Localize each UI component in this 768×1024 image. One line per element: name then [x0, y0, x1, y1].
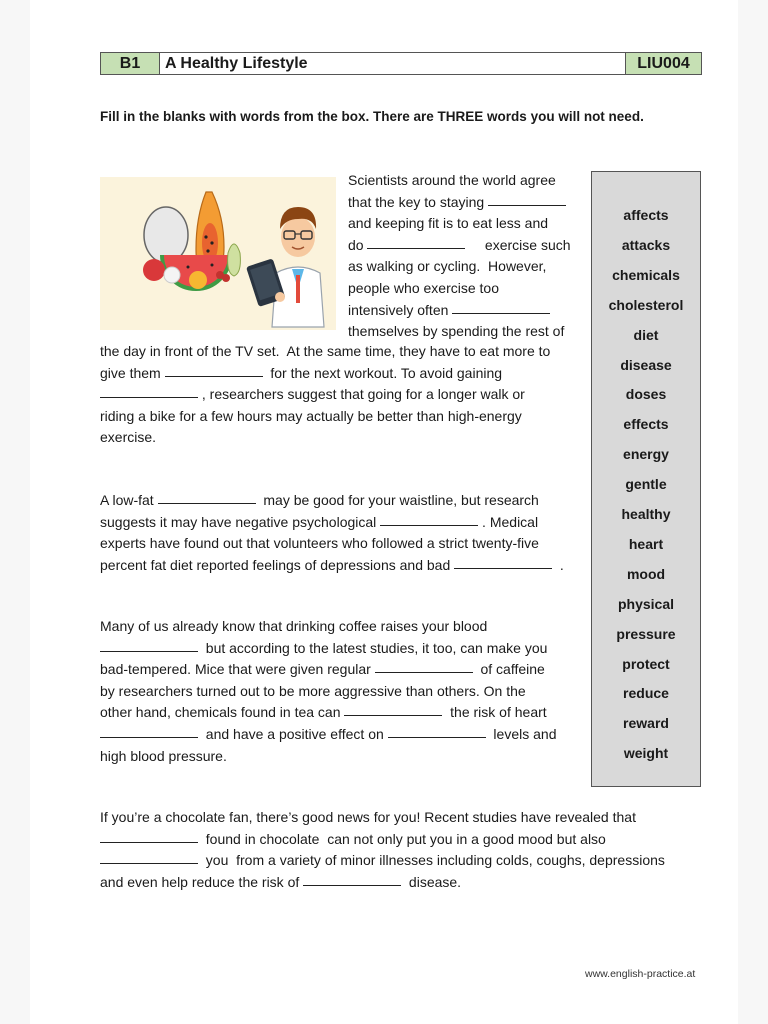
text-span: , researchers suggest that going for a longer walk or	[198, 386, 525, 403]
word-box-item: physical	[617, 595, 675, 612]
text-span: you from a variety of minor illnesses including colds, coughs, depressions	[198, 852, 665, 869]
answer-blank[interactable]	[100, 638, 198, 652]
doctor-with-tablet-icon	[246, 207, 324, 327]
text-span: people who exercise too	[348, 279, 499, 296]
text-line	[100, 384, 585, 406]
text-span: give them	[100, 364, 165, 381]
text-span: as walking or cycling. However,	[348, 258, 547, 275]
text-span: found in chocolate can not only put you in a good mood but also	[198, 830, 606, 847]
text-span: and have a positive effect on	[198, 725, 388, 742]
text-line	[348, 321, 583, 343]
text-line	[100, 829, 710, 851]
text-line	[100, 406, 585, 428]
word-box-item: doses	[625, 386, 667, 403]
level-badge: B1	[101, 53, 160, 74]
text-line	[348, 300, 583, 322]
text-span: but according to the latest studies, it too, can make you	[198, 639, 548, 656]
text-line	[348, 213, 583, 235]
text-span: themselves by spending the rest of	[348, 323, 565, 340]
text-span: intensively often	[348, 301, 453, 318]
text-span: Scientists around the world agree	[348, 172, 556, 188]
word-box-item: protect	[622, 655, 670, 672]
answer-blank[interactable]	[367, 235, 465, 249]
healthy-lifestyle-illustration	[100, 177, 336, 330]
word-box-item: weight	[623, 745, 669, 762]
word-box-item: affects	[623, 207, 669, 223]
word-box-item: healthy	[621, 506, 671, 522]
text-span: by researchers turned out to be more aggressive than others. On the	[100, 682, 526, 699]
text-span: exercise such	[465, 236, 571, 253]
answer-blank[interactable]	[100, 724, 198, 738]
text-line	[100, 659, 585, 681]
text-line	[100, 512, 585, 534]
text-span: riding a bike for a few hours may actually be better than high-energy	[100, 407, 522, 424]
word-box-item: reward	[623, 715, 669, 732]
text-span: bad-tempered. Mice that were given regular	[100, 661, 375, 678]
text-span: the day in front of the TV set. At the same time, they have to eat more to	[100, 343, 551, 359]
text-span: do	[348, 236, 368, 253]
text-line	[100, 807, 710, 829]
text-span: suggests it may have negative psychological	[100, 513, 381, 530]
text-span: Many of us already know that drinking coffee raises your blood	[100, 618, 488, 634]
answer-blank[interactable]	[303, 872, 401, 886]
text-span: high blood pressure.	[100, 747, 227, 764]
fruit-bowl-icon	[143, 192, 240, 289]
word-box-item: pressure	[616, 625, 676, 642]
answer-blank[interactable]	[165, 363, 263, 377]
word-box-item: chemicals	[612, 266, 680, 283]
text-line	[100, 746, 585, 768]
text-span: other hand, chemicals found in tea can	[100, 704, 345, 721]
answer-blank[interactable]	[100, 384, 198, 398]
text-line	[100, 702, 585, 724]
intro-paragraph-continued	[100, 341, 585, 449]
text-span: . Medical	[478, 513, 539, 530]
text-line	[348, 235, 583, 257]
text-span: of caffeine	[472, 661, 545, 678]
text-span: and even help reduce the risk of	[100, 873, 304, 890]
worksheet-header	[100, 52, 702, 75]
text-line	[100, 724, 585, 746]
text-line	[100, 555, 585, 577]
text-span: disease.	[401, 873, 462, 890]
word-box-item: diet	[633, 326, 659, 343]
text-span: that the key to staying	[348, 193, 489, 210]
text-line	[348, 192, 583, 214]
word-box-item: energy	[623, 446, 669, 463]
coffee-paragraph	[100, 616, 585, 767]
answer-blank[interactable]	[100, 850, 198, 864]
word-box-item: attacks	[621, 236, 671, 253]
text-span: A low-fat	[100, 492, 158, 508]
answer-blank[interactable]	[344, 702, 442, 716]
intro-paragraph-right	[348, 170, 583, 343]
text-span: for the next workout. To avoid gaining	[262, 364, 503, 381]
text-span: .	[552, 556, 564, 573]
text-line	[100, 427, 585, 449]
text-line	[100, 616, 585, 638]
word-box-item: disease	[620, 356, 672, 373]
text-line	[100, 681, 585, 703]
text-span: the risk of heart	[442, 704, 547, 721]
text-line	[348, 170, 583, 192]
text-span: may be good for your waistline, but research	[255, 492, 539, 508]
worksheet-title: A Healthy Lifestyle	[165, 54, 308, 72]
text-span: experts have found out that volunteers who followed a strict twenty-five	[100, 535, 539, 552]
answer-blank[interactable]	[454, 555, 552, 569]
chocolate-paragraph	[100, 807, 710, 893]
answer-blank[interactable]	[380, 512, 478, 526]
text-line	[100, 850, 710, 872]
word-box-item: effects	[623, 416, 669, 433]
worksheet-code: LIU004	[625, 53, 701, 74]
instructions: Fill in the blanks with words from the box. There are THREE words you will not need.	[100, 109, 644, 124]
word-box	[591, 171, 701, 787]
text-line	[100, 363, 585, 385]
word-box-item: heart	[628, 535, 664, 552]
answer-blank[interactable]	[452, 300, 550, 314]
text-line	[100, 638, 585, 660]
text-span: If you’re a chocolate fan, there’s good news for you! Recent studies have revealed that	[100, 809, 636, 825]
text-line	[348, 278, 583, 300]
text-line	[100, 341, 585, 363]
word-box-item: gentle	[625, 476, 667, 493]
text-span: percent fat diet reported feelings of depressions and bad	[100, 556, 455, 573]
text-span: and keeping fit is to eat less and	[348, 215, 549, 232]
word-box-item: reduce	[623, 685, 669, 702]
answer-blank[interactable]	[100, 829, 198, 843]
word-box-item: mood	[626, 565, 666, 582]
answer-blank[interactable]	[375, 659, 473, 673]
word-box-item: cholesterol	[608, 296, 684, 313]
answer-blank[interactable]	[488, 192, 566, 206]
text-span: levels and	[485, 725, 557, 742]
footer-url: www.english-practice.at	[585, 968, 696, 980]
text-line	[100, 490, 585, 512]
answer-blank[interactable]	[388, 724, 486, 738]
text-line	[348, 256, 583, 278]
low-fat-paragraph	[100, 490, 585, 576]
text-span: exercise.	[100, 429, 157, 446]
text-line	[100, 872, 710, 894]
text-line	[100, 533, 585, 555]
answer-blank[interactable]	[158, 490, 256, 504]
